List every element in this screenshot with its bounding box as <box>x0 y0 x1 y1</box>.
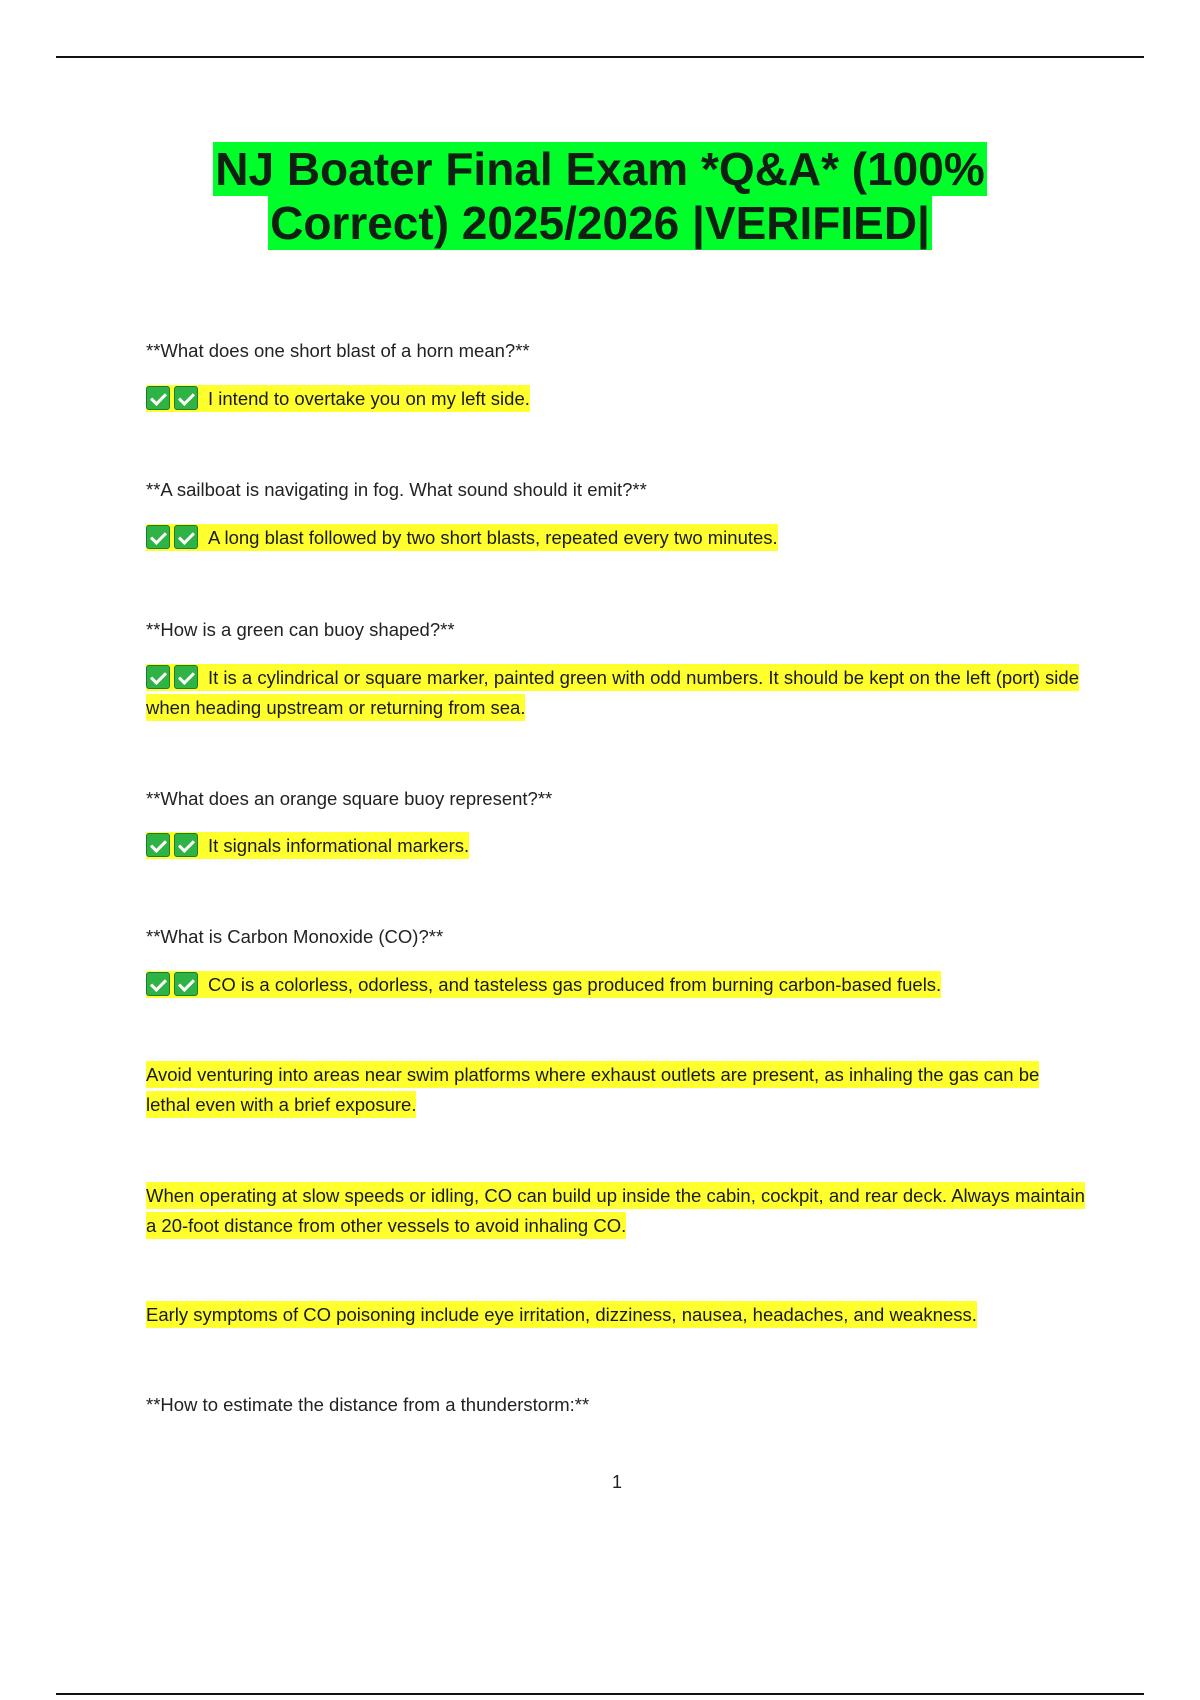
answer-3 <box>146 663 1086 723</box>
title-line-1: NJ Boater Final Exam *Q&A* (100% <box>215 143 985 195</box>
answer-checks <box>146 388 202 409</box>
check-mark-icon <box>146 665 170 689</box>
page-number: 1 <box>611 1472 622 1492</box>
answer-checks <box>146 835 202 856</box>
title-line-2: Correct) 2025/2026 |VERIFIED| <box>270 197 930 249</box>
answer-checks <box>146 527 202 548</box>
answer-text: It is a cylindrical or square marker, painted green with odd numbers. It should be kept on the left (port) side when heading upstream or returning from sea. <box>146 667 1079 718</box>
check-mark-icon <box>146 386 170 410</box>
note-text: When operating at slow speeds or idling, CO can build up inside the cabin, cockpit, and rear deck. Always maintain a 20-foot distance from other vessels to avoid inhaling CO. <box>146 1182 1085 1239</box>
note-2 <box>146 1181 1086 1241</box>
answer-text: A long blast followed by two short blasts, repeated every two minutes. <box>208 527 778 548</box>
check-mark-icon <box>174 972 198 996</box>
note-text: Early symptoms of CO poisoning include eye irritation, dizziness, nausea, headaches, and weakness. <box>146 1301 977 1328</box>
answer-checks <box>146 974 202 995</box>
check-mark-icon <box>174 665 198 689</box>
answer-1 <box>146 384 1086 414</box>
check-mark-icon <box>174 833 198 857</box>
check-mark-icon <box>174 525 198 549</box>
check-mark-icon <box>146 972 170 996</box>
note-3 <box>146 1300 1086 1330</box>
document-title <box>100 142 1100 250</box>
answer-text: It signals informational markers. <box>208 835 470 856</box>
answer-2 <box>146 523 1086 553</box>
bottom-rule <box>56 1693 1144 1695</box>
question-1: **What does one short blast of a horn mean?** <box>146 340 530 361</box>
check-mark-icon <box>146 833 170 857</box>
answer-checks <box>146 667 202 688</box>
answer-text: I intend to overtake you on my left side. <box>208 388 530 409</box>
question-2: **A sailboat is navigating in fog. What sound should it emit?** <box>146 479 647 500</box>
note-text: Avoid venturing into areas near swim platforms where exhaust outlets are present, as inhaling the gas can be lethal even with a brief exposure. <box>146 1061 1039 1118</box>
question-4: **What does an orange square buoy represent?** <box>146 788 553 809</box>
question-3: **How is a green can buoy shaped?** <box>146 619 455 640</box>
note-1 <box>146 1060 1086 1120</box>
question-5: **What is Carbon Monoxide (CO)?** <box>146 926 444 947</box>
check-mark-icon <box>174 386 198 410</box>
check-mark-icon <box>146 525 170 549</box>
answer-4 <box>146 831 1086 861</box>
answer-5 <box>146 970 1086 1000</box>
answer-text: CO is a colorless, odorless, and tasteless gas produced from burning carbon-based fuels. <box>208 974 942 995</box>
question-6: **How to estimate the distance from a thunderstorm:** <box>146 1394 590 1415</box>
top-rule <box>56 56 1144 58</box>
